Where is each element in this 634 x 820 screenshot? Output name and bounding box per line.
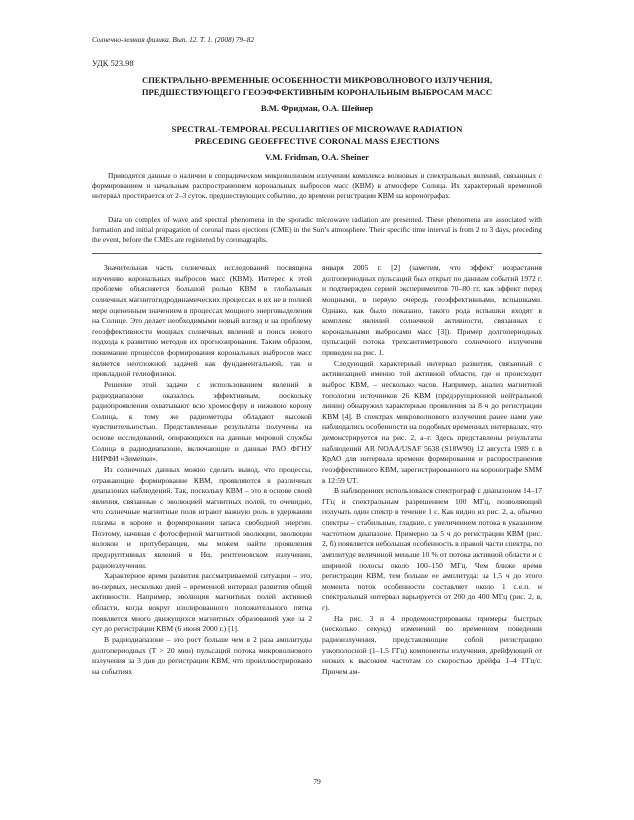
body-right-column: [322, 263, 542, 773]
page-number: 79: [313, 777, 321, 786]
paragraph: Решение этой задачи с использованием явлений в радиодиапазоне оказалось эффективным, поскольку радиопроявления охватывают всю хромосферу и нижнюю корону Солнца, к тому же радиометоды обладают высокой чувствительностью. Представленные результаты получены на основе исследований, опирающихся на данные мировой службы Солнца в радиодиапазоне, включающие и данные РАО ФГНУ НИРФИ «Зименки».: [92, 379, 312, 464]
abstract-en-text: Data on complex of wave and spectral phenomena in the sporadic microwave radiation are presented. These phenomena are associated with formation and initial propagation of coronal mass ejections (CME) in the Sun’s atmosphere. Their specific time interval is from 2 to 3 days, preceding the event, before the CMEs are registered by coronagraphs.: [92, 215, 542, 245]
body-left-column: [92, 263, 312, 773]
journal-header: Солнечно-земная физика. Вып. 12. Т. 1. (2008) 79–82: [92, 35, 255, 44]
paragraph: января 2005 г. [2] (заметим, что эффект возрастания долгопериодных пульсаций был открыт по данным событий 1972 г. и подтвержден серией экспериментов 70–80 гг. как эффект перед мощными, в первую очередь геоэффективными, вспышками. Однако, как было показано, такого рода вспышки входят в комплекс явлений солнечной активности, связанных с корональными выбросами масс [3]). Пример долгопериодных пульсаций потока трехсантиметрового солнечного излучения приведен на рис. 1.: [322, 263, 542, 357]
paragraph: Характерное время развития рассматриваемой ситуации – это, во-первых, несколько дней – временной интервал развития общей активности. Например, эволюция магнитных полей активной области, когда вокруг изолированного положительного пятна появляется много движущихся магнитных образований уже за 2 сут до регистрации КВМ (6 июня 2000 г.) [1].: [92, 571, 312, 634]
abstract-ru: [92, 171, 542, 202]
paragraph: В радиодиапазоне – это рост больше чем в 2 раза амплитуды долгопериодных (T > 20 мин) пульсаций потока микроволнового излучения за 3 дня до регистрации КВМ, что проиллюстрировано на событиях: [92, 634, 312, 676]
title-ru-line: ПРЕДШЕСТВУЮЩЕГО ГЕОЭФФЕКТИВНЫМ КОРОНАЛЬНЫМ ВЫБРОСАМ МАСС: [141, 86, 493, 97]
paragraph: Значительная часть солнечных исследований посвящена изучению корональных выбросов масс (КВМ). Интерес к этой проблеме объясняется большой ролью КВМ в глобальных солнечных магнитогидродинамических процессах и их не в полной мере оцененным значением в процессах мощного энерговыделения на Солнце. Это делает необходимыми новый взгляд и на проблему геоэффективности мощных солнечных явлений и поиск нового подхода к развитию методов их прогнозирования. Таким образом, понимание процессов формирования корональных выбросов масс является неотложной задачей как фундаментальной, так и прикладной гелиофизики.: [92, 263, 312, 379]
title-ru: [92, 75, 542, 98]
title-en-line: PRECEDING GEOEFFECTIVE CORONAL MASS EJECTIONS: [194, 135, 440, 146]
abstract-en: [92, 215, 542, 246]
udk-code: УДК 523.98: [92, 59, 134, 68]
title-en: [92, 124, 542, 147]
authors-ru: В.М. Фридман, О.А. Шейнер: [260, 103, 374, 113]
authors-en: V.M. Fridman, O.A. Sheiner: [265, 152, 369, 162]
abstract-ru-text: Приводятся данные о наличии в спорадическом микроволновом излучении комплекса волновых и спектральных явлений, связанных с формированием и начальным распространением корональных выбросов масс (КВМ) в атмосфере Солнца. Их характерный временной интервал простирается от 2–3 суток, предшествующих событию, до времени регистрации КВМ на коронографах.: [92, 171, 542, 201]
paragraph: Из солнечных данных можно сделать вывод, что процессы, отражающие формирование КВМ, проявляются в различных диапазонах наблюдений. Так, поскольку КВМ – это в основе своей явления, связанные с эволюцией магнитных полей, то очевидно, что солнечные магнитные поля играют важную роль в удержании плазмы в короне и формировании запаса свободной энергии. Поэтому, начиная с фотосферной магнитной эволюции, эволюции волокон и протуберанцев, мы можем найти проявления предэруптивных явлений в Нα, рентгеновском излучении, радиоизлучении.: [92, 464, 312, 570]
section-divider: [92, 253, 542, 254]
title-ru-line: СПЕКТРАЛЬНО-ВРЕМЕННЫЕ ОСОБЕННОСТИ МИКРОВОЛНОВОГО ИЗЛУЧЕНИЯ,: [141, 75, 492, 85]
title-en-line: SPECTRAL-TEMPORAL PECULIARITIES OF MICROWAVE RADIATION: [171, 124, 463, 134]
paragraph: В наблюдениях использовался спектрограф с диапазоном 14–17 ГГц и спектральным разрешением 100 МГц, позволяющий получать один спектр в течение 1 с. Как видно из рис. 2, а, обычно спектры – стабильные, гладкие, с увеличением потока в указанном частотном диапазоне. Примерно за 5 ч до регистрации КВМ (рис. 2, б) появляется небольшая особенность в правой части спектра, по амплитуде величиной меньше 10 % от потока активной области и с шириной полосы около 100–150 МГц. Чем ближе время регистрации КВМ, тем больше ее амплитуда: за 1.5 ч до этого момента поток особенности составляет около 1 с.е.п. и спектральный интервал варьируется от 200 до 400 МГц (рис. 2, в, г).: [322, 486, 542, 612]
paragraph: Следующий характерный интервал развития, связанный с активизацией именно той активной области, где и происходит выброс КВМ, – несколько часов. Например, анализ магнитной топологии источников 26 КВМ (предэрупционной нейтральной линии) обнаружил характерные проявления за 8 ч до регистрации КВМ [4]. В спектрах микроволнового излучения ранее нами уже наблюдались особенности на подобных временных интервалах, что демонстрируется на рис. 2, а–г. Здесь представлены результаты наблюдений AR NOAA/USAF 5638 (S18W90) 12 августа 1989 г. в КрАО для интервала времени формирования и распространения геоэффективного КВМ, зарегистрированного на коронографе SMM в 12:59 UT.: [322, 358, 542, 485]
paragraph: На рис. 3 и 4 продемонстрированы примеры быстрых (несколько секунд) изменений во временном поведении радиоизлучения, представляющие собой регистрацию узкополосной (1–1.5 ГГц) компоненты излучения, дрейфующей от низких к высоким частотам со скоростью дрейфа 1–4 ГГц/с. Причем ам-: [322, 613, 542, 676]
